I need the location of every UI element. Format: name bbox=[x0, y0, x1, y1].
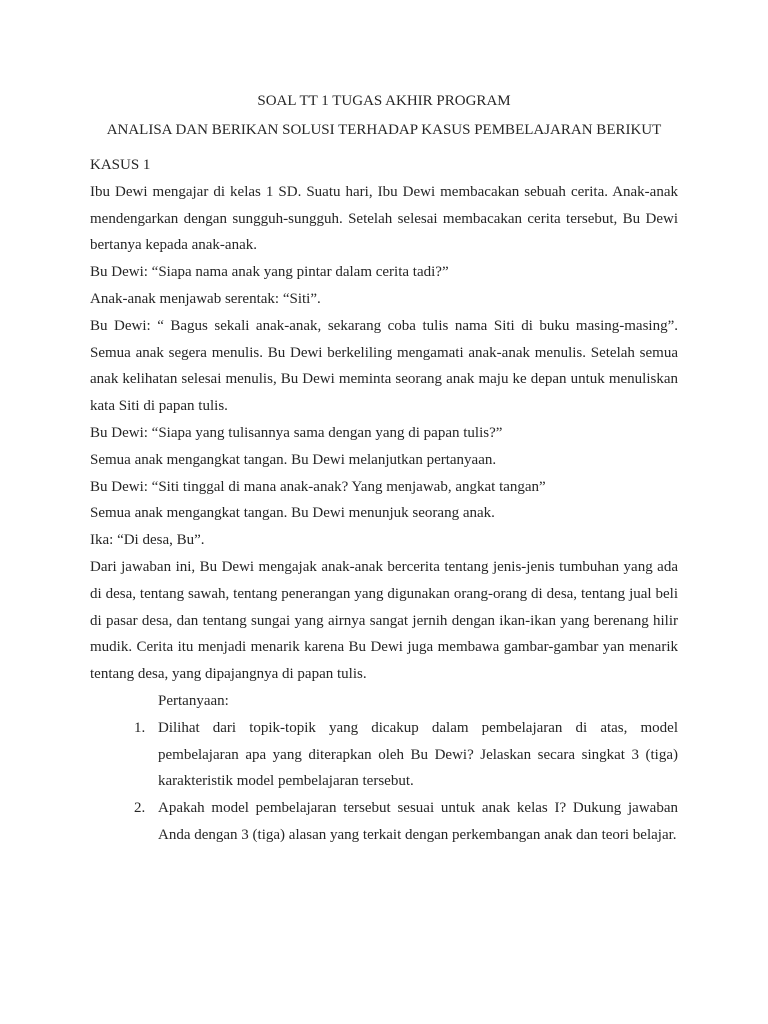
paragraph: Bu Dewi: “Siapa yang tulisannya sama dengan yang di papan tulis?” bbox=[90, 424, 503, 441]
question-item bbox=[90, 715, 678, 795]
question-number: 2. bbox=[134, 800, 146, 817]
paragraph: Ika: “Di desa, Bu”. bbox=[90, 532, 205, 549]
document-heading: ANALISA DAN BERIKAN SOLUSI TERHADAP KASUS PEMBELAJARAN BERIKUT bbox=[106, 122, 662, 138]
case-label: KASUS 1 bbox=[90, 157, 151, 173]
questions-list bbox=[90, 715, 678, 849]
paragraph: Semua anak mengangkat tangan. Bu Dewi melanjutkan pertanyaan. bbox=[90, 451, 497, 468]
question-number: 1. bbox=[134, 719, 146, 736]
paragraph: Dari jawaban ini, Bu Dewi mengajak anak-anak bercerita tentang jenis-jenis tumbuhan yang ada di desa, tentang sawah, tentang penerangan yang digunakan orang-orang di desa, tentang jual beli di pasar desa, dan tentang sungai yang airnya sangat jernih dengan ikan-ikan yang berenang hilir mudik. Cerita itu menjadi menarik karena Bu Dewi juga membawa gambar-gambar yan menarik tentang desa, yang dipajangnya di papan tulis. bbox=[90, 558, 678, 683]
questions-label: Pertanyaan: bbox=[158, 692, 229, 709]
paragraph: Bu Dewi: “Siapa nama anak yang pintar dalam cerita tadi?” bbox=[90, 264, 449, 281]
paragraph: Anak-anak menjawab serentak: “Siti”. bbox=[90, 290, 321, 307]
paragraph: Bu Dewi: “ Bagus sekali anak-anak, sekarang coba tulis nama Siti di buku masing-masing”. Semua anak segera menulis. Bu Dewi berkeliling mengamati anak-anak menulis. Setelah semua anak kelihatan selesai menulis, Bu Dewi meminta seorang anak maju ke depan untuk menuliskan kata Siti di papan tulis. bbox=[90, 317, 678, 415]
paragraph: Bu Dewi: “Siti tinggal di mana anak-anak? Yang menjawab, angkat tangan” bbox=[90, 478, 546, 495]
document-page bbox=[90, 88, 678, 849]
paragraph: Semua anak mengangkat tangan. Bu Dewi menunjuk seorang anak. bbox=[90, 505, 495, 522]
document-title: SOAL TT 1 TUGAS AKHIR PROGRAM bbox=[257, 93, 511, 109]
paragraph: Ibu Dewi mengajar di kelas 1 SD. Suatu hari, Ibu Dewi membacakan sebuah cerita. Anak-anak mendengarkan dengan sungguh-sungguh. Setelah selesai membacakan cerita tersebut, Bu Dewi bertanya kepada anak-anak. bbox=[90, 183, 678, 254]
question-item bbox=[90, 795, 678, 849]
question-text: Apakah model pembelajaran tersebut sesuai untuk anak kelas I? Dukung jawaban Anda dengan 3 (tiga) alasan yang terkait dengan perkembangan anak dan teori belajar. bbox=[158, 800, 678, 843]
question-text: Dilihat dari topik-topik yang dicakup dalam pembelajaran di atas, model pembelajaran apa yang diterapkan oleh Bu Dewi? Jelaskan secara singkat 3 (tiga) karakteristik model pembelajaran tersebut. bbox=[158, 719, 678, 790]
